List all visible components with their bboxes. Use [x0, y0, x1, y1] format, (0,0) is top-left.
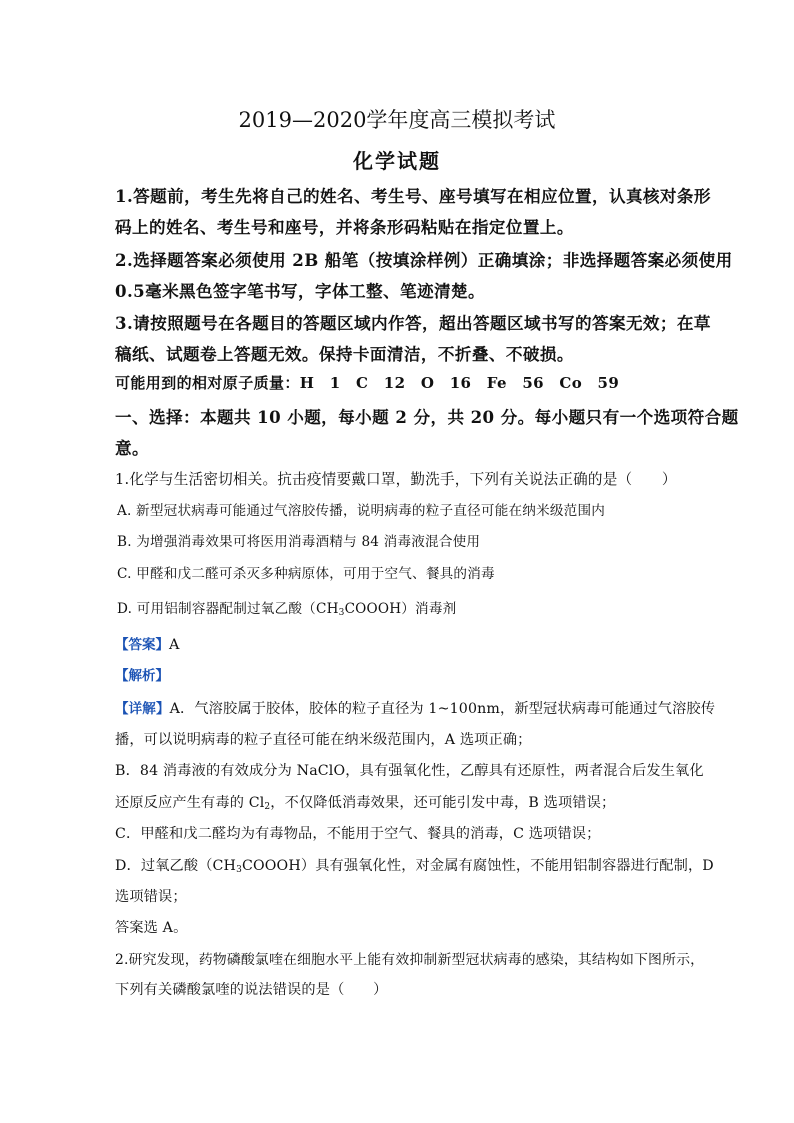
- detail-line: 播，可以说明病毒的粒子直径可能在纳米级范围内，A 选项正确；: [115, 732, 532, 748]
- detail-line: B．84 消毒液的有效成分为 NaClO，具有强氧化性，乙醇具有还原性，两者混合后发生氧化: [115, 763, 704, 779]
- instruction-line: 3.请按照题号在各题目的答题区域内作答，超出答题区域书写的答案无效；在草: [115, 313, 711, 333]
- exam-title: 2019—2020学年度高三模拟考试: [238, 108, 556, 132]
- instruction-line: 1.答题前，考生先将自己的姓名、考生号、座号填写在相应位置，认真核对条形: [115, 186, 711, 206]
- detail-line: 选项错误；: [115, 889, 187, 905]
- question-1-option-a: A. 新型冠状病毒可能通过气溶胶传播，说明病毒的粒子直径可能在纳米级范围内: [117, 503, 606, 519]
- detail-line: 答案选 A。: [115, 920, 188, 936]
- question-1-option-d: D. 可用铝制容器配制过氧乙酸$(CH_3COOOH)$消毒剂: [117, 601, 457, 618]
- section-heading: 一、选择：本题共 10 小题，每小题 2 分，共 20 分。每小题只有一个选项符合题: [115, 407, 739, 427]
- analysis-tag: 【解析】: [115, 668, 169, 684]
- detail-line: D．过氧乙酸$(CH_3COOOH)$具有强氧化性，对金属有腐蚀性，不能用铝制容器进行配制，D: [115, 858, 714, 875]
- detail-line: C．甲醛和戊二醛均为有毒物品，不能用于空气、餐具的消毒，C 选项错误；: [115, 826, 601, 842]
- detail-line: 【详解】A．气溶胶属于胶体，胶体的粒子直径为 1~100nm，新型冠状病毒可能通过气溶胶传: [115, 701, 716, 717]
- exam-subtitle: 化学试题: [353, 149, 441, 173]
- instruction-line: 0.5毫米黑色签字笔书写，字体工整、笔迹清楚。: [115, 281, 485, 301]
- question-1-stem: 1.化学与生活密切相关。抗击疫情要戴口罩，勤洗手，下列有关说法正确的是（ ）: [115, 471, 677, 488]
- instruction-line: 码上的姓名、考生号和座号，并将条形码粘贴在指定位置上。: [115, 217, 574, 237]
- question-1-option-b: B. 为增强消毒效果可将医用消毒酒精与 84 消毒液混合使用: [117, 534, 481, 550]
- answer-value: A: [169, 637, 180, 653]
- question-2-stem: 下列有关磷酸氯喹的说法错误的是（ ）: [115, 982, 388, 998]
- atomic-masses: 可能用到的相对原子质量：H 1 C 12 O 16 Fe 56 Co 59: [115, 374, 620, 392]
- section-heading: 意。: [115, 438, 149, 458]
- instruction-line: 稿纸、试题卷上答题无效。保持卡面清洁，不折叠、不破损。: [115, 344, 574, 364]
- analysis-line: [115, 664, 169, 684]
- answer-tag: 【答案】: [115, 637, 169, 653]
- question-2-stem: 2.研究发现，药物磷酸氯喹在细胞水平上能有效抑制新型冠状病毒的感染，其结构如下图所示，: [115, 952, 705, 968]
- instruction-line: 2.选择题答案必须使用 2B 船笔（按填涂样例）正确填涂；非选择题答案必须使用: [115, 250, 733, 270]
- detail-tag: 【详解】: [115, 701, 170, 717]
- answer-line: [115, 633, 179, 653]
- question-1-option-c: C. 甲醛和戊二醛可杀灭多种病原体，可用于空气、餐具的消毒: [117, 566, 495, 582]
- detail-line: 还原反应产生有毒的 $Cl_2$，不仅降低消毒效果，还可能引发中毒，B 选项错误；: [115, 795, 616, 812]
